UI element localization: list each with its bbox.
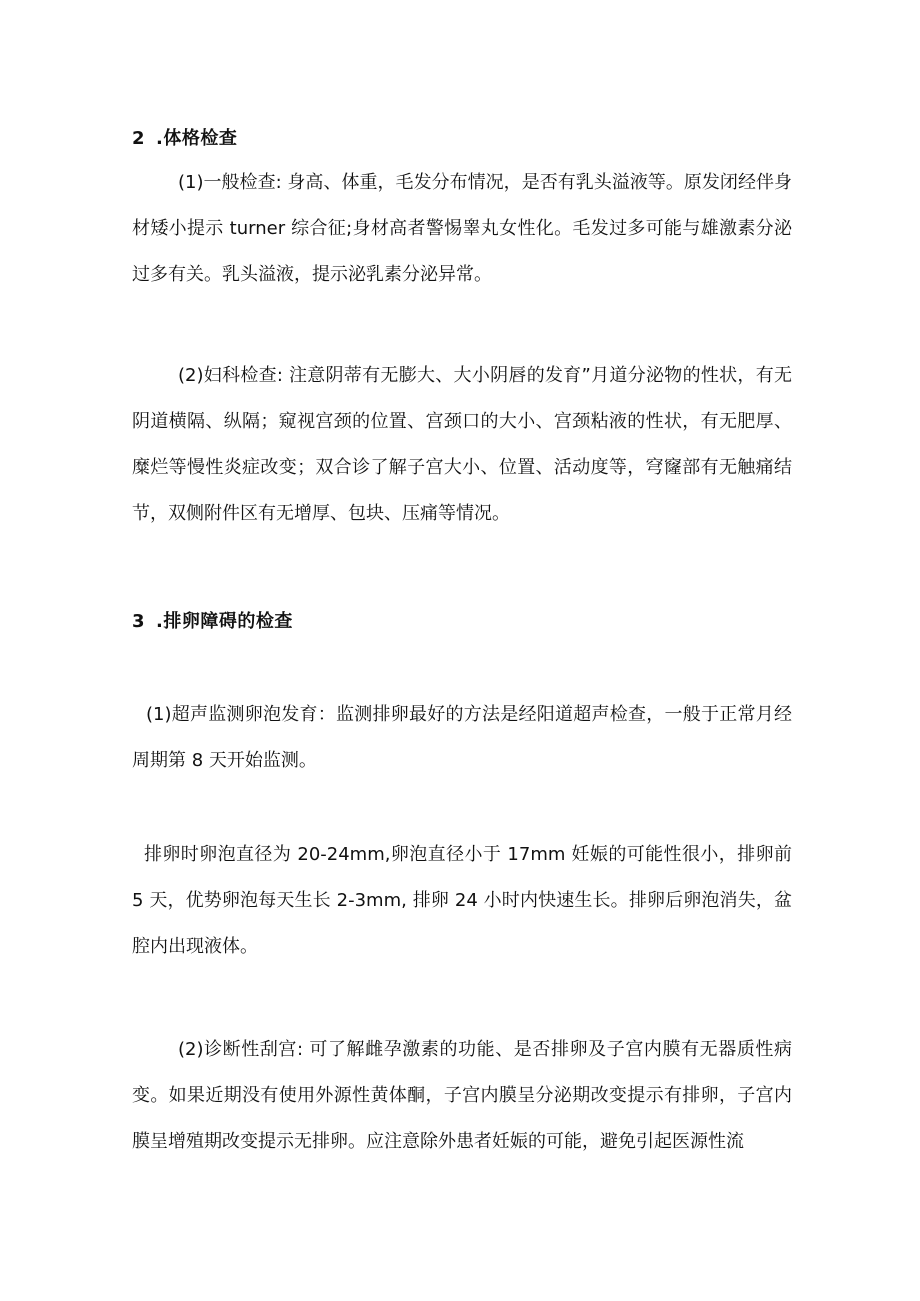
section-number: 2	[132, 128, 146, 149]
section-heading-2	[132, 124, 237, 150]
section-title: .体格检查	[156, 128, 238, 149]
section-heading-3	[132, 607, 293, 633]
paragraph-general-exam: (1)一般检查: 身高、体重，毛发分布情况，是否有乳头溢液等。原发闭经伴身材矮小提示 turner 综合征;身材高者警惕睾丸女性化。毛发过多可能与雄激素分泌过多有关。乳头溢液，提示泌乳素分泌异常。	[132, 172, 792, 285]
paragraph-ultrasound-monitoring: (1)超声监测卵泡发育：监测排卵最好的方法是经阳道超声检查，一般于正常月经周期第 8 天开始监测。	[132, 704, 792, 771]
paragraph-follicle-diameter: 排卵时卵泡直径为 20-24mm,卵泡直径小于 17mm 妊娠的可能性很小，排卵前 5 天，优势卵泡每天生长 2-3mm, 排卵 24 小时内快速生长。排卵后卵泡消失，盆腔内出现液体。	[132, 844, 792, 957]
paragraph-diagnostic-curettage: (2)诊断性刮宫: 可了解雌孕激素的功能、是否排卵及子宫内膜有无器质性病变。如果近期没有使用外源性黄体酮，子宫内膜呈分泌期改变提示有排卵，子宫内膜呈增殖期改变提示无排卵。应注意除外患者妊娠的可能，避免引起医源性流	[132, 1039, 792, 1152]
section-number: 3	[132, 611, 146, 632]
paragraph-gynecologic-exam: (2)妇科检查: 注意阴蒂有无膨大、大小阴唇的发育”月道分泌物的性状，有无阴道横隔、纵隔；窥视宫颈的位置、宫颈口的大小、宫颈粘液的性状，有无肥厚、糜烂等慢性炎症改变；双合诊了解子宫大小、位置、活动度等，穹窿部有无触痛结节，双侧附件区有无增厚、包块、压痛等情况。	[132, 365, 792, 524]
section-title: .排卵障碍的检查	[156, 611, 293, 632]
